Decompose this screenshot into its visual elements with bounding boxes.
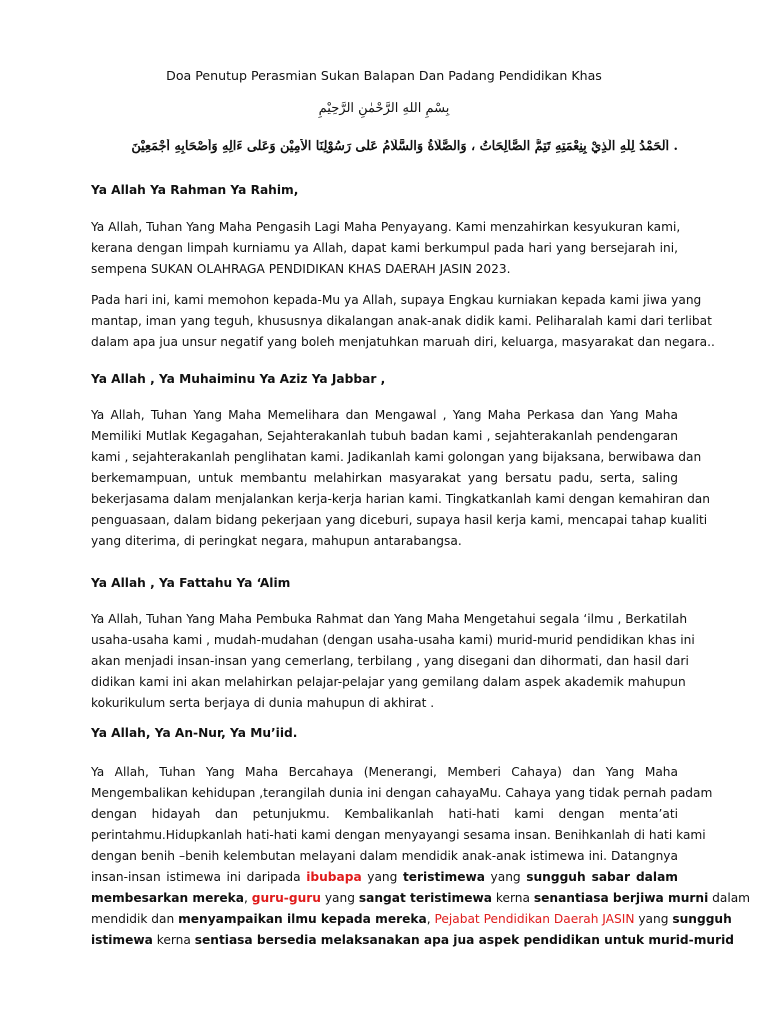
paragraph-line: yang diterima, di peringkat negara, mahupun antarabangsa. bbox=[91, 534, 462, 548]
bold-run: menyampaikan ilmu kepada mereka bbox=[178, 912, 427, 926]
text-run: insan-insan istimewa ini daripada bbox=[91, 870, 307, 884]
bold-run: teristimewa bbox=[402, 870, 485, 884]
text-run: dalam bbox=[708, 891, 751, 905]
paragraph-line: dengan hidayah dan petunjukmu. Kembalikanlah hati-hati kami dengan menta’ati bbox=[91, 807, 678, 821]
paragraph-4 bbox=[91, 609, 695, 714]
paragraph-line: Memiliki Mutlak Kegagahan, Sejahterakanlah tubuh badan kami , sejahterakanlah pendengaran bbox=[91, 429, 678, 443]
text-run: yang bbox=[634, 912, 673, 926]
text-run: kerna bbox=[152, 933, 195, 947]
bold-run: sentiasa bersedia melaksanakan apa jua aspek pendidikan untuk murid-murid bbox=[194, 933, 734, 947]
paragraph-line: akan menjadi insan-insan yang cemerlang, terbilang , yang disegani dan dihormati, dan hasil dari bbox=[91, 654, 689, 668]
bold-run: sungguh bbox=[672, 912, 732, 926]
text-run: , bbox=[426, 912, 435, 926]
highlight-ibubapa: ibubapa bbox=[306, 870, 362, 884]
paragraph-line: Ya Allah, Tuhan Yang Maha Memelihara dan Mengawal , Yang Maha Perkasa dan Yang Maha bbox=[91, 408, 678, 422]
document-title: Doa Penutup Perasmian Sukan Balapan Dan Padang Pendidikan Khas bbox=[166, 68, 602, 83]
paragraph-line-rich bbox=[91, 930, 734, 951]
paragraph-3 bbox=[91, 405, 710, 552]
text-run: yang bbox=[484, 870, 527, 884]
paragraph-line-rich bbox=[91, 909, 732, 930]
paragraph-line: usaha-usaha kami , mudah-mudahan (dengan usaha-usaha kami) murid-murid pendidikan khas ini bbox=[91, 633, 695, 647]
highlight-guru-guru: guru-guru bbox=[251, 891, 321, 905]
text-run: yang bbox=[361, 870, 403, 884]
paragraph-line: bekerjasama dalam menjalankan kerja-kerja harian kami. Tingkatkanlah kami dengan kemahiran dan bbox=[91, 492, 710, 506]
bismillah-text: بِسْمِ اللهِ الرَّحْمٰنِ الرَّحِيْمِ bbox=[318, 101, 450, 116]
paragraph-line: Ya Allah, Tuhan Yang Maha Pembuka Rahmat dan Yang Maha Mengetahui segala ‘ilmu , Berkatilah bbox=[91, 612, 688, 626]
bold-run: membesarkan mereka bbox=[91, 891, 244, 905]
paragraph-line: mantap, iman yang teguh, khususnya dikalangan anak-anak didik kami. Peliharalah kami dari terlibat bbox=[91, 314, 712, 328]
paragraph-line: Mengembalikan kehidupan ,terangilah dunia ini dengan cahayaMu. Cahaya yang tidak pernah padam bbox=[91, 786, 713, 800]
paragraph-line: Ya Allah, Tuhan Yang Maha Pengasih Lagi Maha Penyayang. Kami menzahirkan kesyukuran kami, bbox=[91, 220, 681, 234]
paragraph-line: penguasaan, dalam bidang pekerjaan yang diceburi, supaya hasil kerja kami, mencapai tahap kualiti bbox=[91, 513, 708, 527]
arabic-opening: . اَلْحَمْدُ لِلّٰهِ الَّذِيْ بِنِعْمَتِهِ تَتِمُّ الصَّالِحَاتُ ، وَالصَّلَاةُ وَالسَّلَامُ عَلٰى رَسُوْلِنَا الْأَمِيْنِ وَعَلٰى ءَالِهِ وَأَصْحَابِهِ أَجْمَعِيْنَ bbox=[131, 139, 678, 154]
bold-run: senantiasa berjiwa murni bbox=[533, 891, 709, 905]
paragraph-line: berkemampuan, untuk membantu melahirkan masyarakat yang bersatu padu, serta, saling bbox=[91, 471, 678, 485]
text-run: mendidik dan bbox=[91, 912, 179, 926]
paragraph-2 bbox=[91, 290, 715, 353]
heading-ya-rahman: Ya Allah Ya Rahman Ya Rahim, bbox=[91, 183, 299, 197]
paragraph-line: perintahmu.Hidupkanlah hati-hati kami dengan menyayangi sesama insan. Benihkanlah di hati kami bbox=[91, 828, 706, 842]
heading-ya-fattahu: Ya Allah , Ya Fattahu Ya ‘Alim bbox=[91, 576, 291, 590]
highlight-ppd-jasin: Pejabat Pendidikan Daerah JASIN bbox=[434, 912, 635, 926]
paragraph-line: dengan benih –benih kelembutan melayani dalam mendidik anak-anak istimewa ini. Datangnya bbox=[91, 849, 678, 863]
paragraph-line: kokurikulum serta berjaya di dunia mahupun di akhirat . bbox=[91, 696, 435, 710]
paragraph-line-rich bbox=[91, 888, 751, 909]
text-run: , bbox=[243, 891, 252, 905]
bold-run: istimewa bbox=[91, 933, 153, 947]
paragraph-line: Pada hari ini, kami memohon kepada-Mu ya Allah, supaya Engkau kurniakan kepada kami jiwa yang bbox=[91, 293, 702, 307]
text-run: kerna bbox=[492, 891, 534, 905]
paragraph-line: didikan kami ini akan melahirkan pelajar-pelajar yang gemilang dalam aspek akademik mahupun bbox=[91, 675, 686, 689]
bold-run: sangat teristimewa bbox=[358, 891, 493, 905]
paragraph-1 bbox=[91, 217, 681, 280]
heading-ya-an-nur: Ya Allah, Ya An-Nur, Ya Mu’iid. bbox=[91, 726, 298, 740]
heading-ya-muhaiminu: Ya Allah , Ya Muhaiminu Ya Aziz Ya Jabbar , bbox=[91, 372, 386, 386]
paragraph-line: Ya Allah, Tuhan Yang Maha Bercahaya (Menerangi, Memberi Cahaya) dan Yang Maha bbox=[91, 765, 678, 779]
paragraph-line: sempena SUKAN OLAHRAGA PENDIDIKAN KHAS DAERAH JASIN 2023. bbox=[91, 262, 511, 276]
paragraph-line: kerana dengan limpah kurniamu ya Allah, dapat kami berkumpul pada hari yang bersejarah ini, bbox=[91, 241, 678, 255]
paragraph-line: dalam apa jua unsur negatif yang boleh menjatuhkan maruah diri, keluarga, masyarakat dan negara.. bbox=[91, 335, 715, 349]
text-run: yang bbox=[320, 891, 359, 905]
paragraph-line-rich bbox=[91, 867, 678, 888]
paragraph-5 bbox=[91, 762, 751, 951]
paragraph-line: kami , sejahterakanlah penglihatan kami. Jadikanlah kami golongan yang bijaksana, berwibawa dan bbox=[91, 450, 702, 464]
bold-run: sungguh sabar dalam bbox=[526, 870, 678, 884]
